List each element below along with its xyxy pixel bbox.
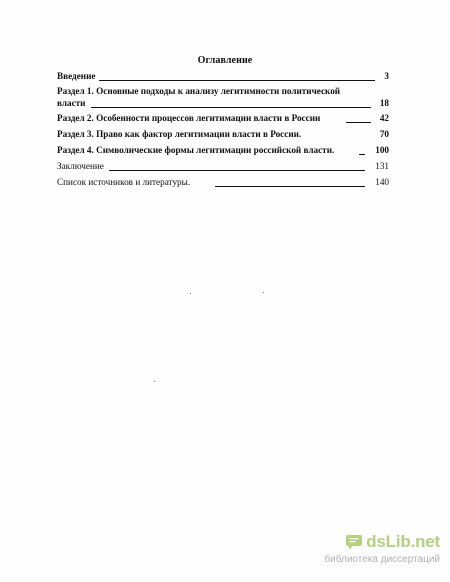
toc-entry-page: 18 <box>379 98 389 108</box>
toc-entry-section-4 <box>57 144 389 156</box>
toc-entry-label: Введение <box>57 71 96 81</box>
toc-leader-line <box>99 80 375 81</box>
toc-leader-line <box>109 170 365 171</box>
toc-entry-section-1-continued <box>57 97 389 109</box>
scan-speck <box>190 293 191 294</box>
toc-entry-page: 3 <box>384 71 389 81</box>
scan-speck <box>263 292 264 293</box>
toc-title: Оглавление <box>197 55 253 66</box>
watermark-brand: dsLib.net <box>366 532 440 551</box>
toc-entry-page: 140 <box>375 177 389 187</box>
toc-entry-conclusion <box>57 160 389 172</box>
scan-speck <box>154 381 155 382</box>
dslib-watermark <box>320 532 440 574</box>
toc-entry-page: 100 <box>375 145 389 155</box>
toc-entry-label: Раздел 3. Право как фактор легитимации власти в России. <box>57 129 302 139</box>
toc-leader-line <box>346 122 371 123</box>
toc-leader-line <box>359 154 365 155</box>
toc-entry-label: Раздел 1. Основные подходы к анализу легитимности политической <box>57 86 341 96</box>
watermark-subtitle: библиотека диссертаций <box>324 554 440 565</box>
toc-entry-section-2 <box>57 112 389 124</box>
toc-entry-label-continued: власти <box>57 98 86 108</box>
toc-entry-page: 131 <box>375 161 389 171</box>
toc-entry-section-1 <box>57 85 389 97</box>
toc-entry-page: 70 <box>379 129 389 139</box>
watermark-logo <box>345 532 440 552</box>
toc-entry-bibliography <box>57 176 389 188</box>
toc-entry-label: Заключение <box>57 161 104 171</box>
toc-entry-section-3 <box>57 128 389 140</box>
toc-entry-label: Раздел 4. Символические формы легитимации российской власти. <box>57 145 335 155</box>
toc-entry-page: 42 <box>379 113 389 123</box>
toc-leader-line <box>215 186 365 187</box>
toc-entry-label: Раздел 2. Особенности процессов легитимации власти в России <box>57 113 321 123</box>
toc-entry-introduction <box>57 70 389 82</box>
toc-entry-label: Список источников и литературы. <box>57 177 191 187</box>
toc-leader-line <box>91 107 371 108</box>
speech-bubble-icon <box>345 533 363 551</box>
